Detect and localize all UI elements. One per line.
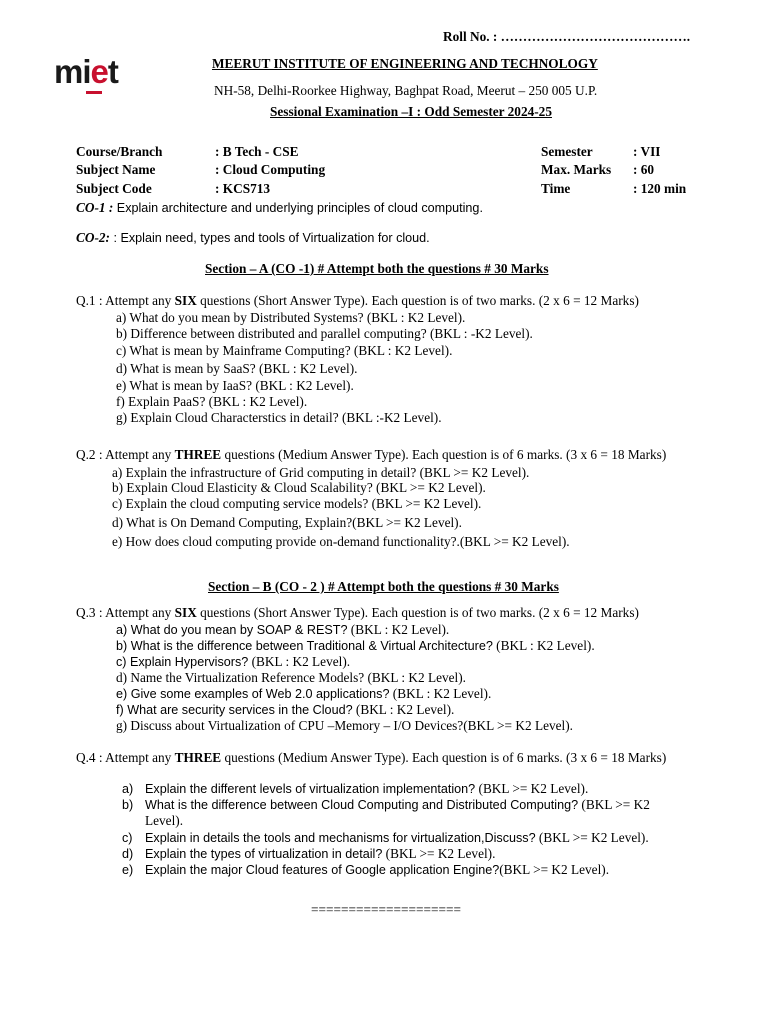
q4-item-e-text: Explain the major Cloud features of Google application Engine? (145, 863, 500, 877)
q3-item-e-level: (BKL : K2 Level). (389, 686, 492, 701)
q1-item-e: e) What is mean by IaaS? (BKL : K2 Level). (116, 378, 354, 393)
q4-pre: Q.4 : Attempt any (76, 750, 175, 765)
q4-item-d (122, 846, 495, 862)
q1-item-c: c) What is mean by Mainframe Computing? (BKL : K2 Level). (116, 343, 453, 358)
q1-heading (76, 293, 639, 309)
co2-text: : Explain need, types and tools of Virtualization for cloud. (109, 231, 430, 245)
q4-item-c (122, 830, 649, 846)
q4-item-d-level: (BKL >= K2 Level). (382, 846, 496, 861)
code-label: Subject Code (76, 181, 152, 196)
logo-underline (86, 91, 102, 94)
semester-label: Semester (541, 144, 593, 159)
q4-item-b-level: (BKL >= K2 (578, 797, 650, 812)
q3-item-f-level: (BKL : K2 Level). (352, 702, 455, 717)
q3-item-a (116, 622, 449, 638)
time-label: Time (541, 181, 571, 196)
roll-number: Roll No. : ……………………………………. (443, 29, 691, 44)
time-value: : 120 min (633, 181, 687, 196)
q1-item-a: a) What do you mean by Distributed Systems? (BKL : K2 Level). (116, 310, 466, 325)
institute-logo (54, 52, 120, 96)
q4-item-b-marker: b) (122, 798, 134, 812)
q3-item-f-text: f) What are security services in the Cloud? (116, 703, 353, 717)
q3-item-b (116, 638, 595, 654)
q4-item-c-text: Explain in details the tools and mechanisms for virtualization,Discuss? (145, 831, 536, 845)
q4-item-e-marker: e) (122, 863, 134, 877)
q1-item-g: g) Explain Cloud Characterstics in detail? (BKL :-K2 Level). (116, 410, 442, 425)
q4-item-a-marker: a) (122, 782, 134, 796)
q1-item-b: b) Difference between distributed and parallel computing? (BKL : -K2 Level). (116, 326, 533, 341)
q3-item-g (116, 718, 573, 734)
co1-line (76, 200, 483, 216)
q2-heading (76, 447, 666, 463)
q1-item-d: d) What is mean by SaaS? (BKL : K2 Level). (116, 361, 358, 376)
exam-title: Sessional Examination –I : Odd Semester 2024-25 (270, 104, 552, 119)
q3-item-g-level: g) Discuss about Virtualization of CPU –Memory – I/O Devices?(BKL >= K2 Level). (116, 718, 573, 733)
logo-text-b: e (90, 53, 108, 90)
q2-pre: Q.2 : Attempt any (76, 447, 175, 462)
q1-post: questions (Short Answer Type). Each question is of two marks. (2 x 6 = 12 Marks) (196, 293, 639, 308)
q3-item-c-text: c) Explain Hypervisors? (116, 655, 249, 669)
q4-item-d-marker: d) (122, 847, 134, 861)
subject-label: Subject Name (76, 162, 156, 177)
q1-pre: Q.1 : Attempt any (76, 293, 175, 308)
q4-post: questions (Medium Answer Type). Each question is of 6 marks. (3 x 6 = 18 Marks) (221, 750, 667, 765)
logo-text-a: mi (54, 53, 91, 90)
co1-text: Explain architecture and underlying principles of cloud computing. (113, 201, 483, 215)
q3-item-b-text: b) What is the difference between Traditional & Virtual Architecture? (116, 639, 493, 653)
q3-item-b-level: (BKL : K2 Level). (492, 638, 595, 653)
q1-item-f: f) Explain PaaS? (BKL : K2 Level). (116, 394, 308, 409)
q2-item-a: a) Explain the infrastructure of Grid computing in detail? (BKL >= K2 Level). (112, 465, 530, 480)
q4-heading (76, 750, 666, 766)
co2-line (76, 230, 430, 246)
q4-item-c-level: (BKL >= K2 Level). (535, 830, 649, 845)
q1-bold: SIX (174, 293, 197, 308)
q4-item-d-text: Explain the types of virtualization in detail? (145, 847, 383, 861)
co1-label: CO-1 : (76, 200, 114, 215)
q3-heading (76, 605, 639, 621)
q2-item-e: e) How does cloud computing provide on-demand functionality?.(BKL >= K2 Level). (112, 534, 570, 549)
q4-bold: THREE (174, 750, 222, 765)
footer-rule: ==================== (311, 902, 461, 917)
q3-bold: SIX (174, 605, 197, 620)
marks-value: : 60 (633, 162, 655, 177)
q2-item-b: b) Explain Cloud Elasticity & Cloud Scalability? (BKL >= K2 Level). (112, 480, 486, 495)
q3-post: questions (Short Answer Type). Each question is of two marks. (2 x 6 = 12 Marks) (196, 605, 639, 620)
q3-item-e (116, 686, 491, 702)
q3-item-d (116, 670, 466, 686)
course-value: : B Tech - CSE (215, 144, 299, 159)
section-a-title: Section – A (CO -1) # Attempt both the questions # 30 Marks (205, 261, 549, 276)
q4-item-b (122, 797, 650, 813)
q4-item-a-text: Explain the different levels of virtualization implementation? (145, 782, 476, 796)
q2-item-d: d) What is On Demand Computing, Explain?(BKL >= K2 Level). (112, 515, 462, 530)
logo-text-c: t (107, 53, 118, 90)
q3-item-d-level: d) Name the Virtualization Reference Models? (BKL : K2 Level). (116, 670, 466, 685)
q4-item-b-text: What is the difference between Cloud Computing and Distributed Computing? (145, 798, 579, 812)
q3-pre: Q.3 : Attempt any (76, 605, 175, 620)
institute-name: MEERUT INSTITUTE OF ENGINEERING AND TECHNOLOGY (212, 56, 598, 71)
q3-item-a-text: a) What do you mean by SOAP & REST? (116, 623, 348, 637)
co2-label: CO-2: (76, 230, 110, 245)
q2-item-c: c) Explain the cloud computing service models? (BKL >= K2 Level). (112, 496, 482, 511)
q4-item-a-level: (BKL >= K2 Level). (475, 781, 589, 796)
course-label: Course/Branch (76, 144, 163, 159)
code-value: : KCS713 (215, 181, 271, 196)
q4-item-c-marker: c) (122, 831, 133, 845)
marks-label: Max. Marks (541, 162, 612, 177)
q3-item-a-level: (BKL : K2 Level). (347, 622, 450, 637)
q2-bold: THREE (174, 447, 222, 462)
q4-item-a (122, 781, 588, 797)
q4-item-e (122, 862, 609, 878)
q4-item-b-cont-level: Level). (145, 813, 184, 828)
semester-value: : VII (633, 144, 661, 159)
q3-item-c (116, 654, 350, 670)
q4-item-e-level: (BKL >= K2 Level). (499, 862, 610, 877)
subject-value: : Cloud Computing (215, 162, 326, 177)
q2-post: questions (Medium Answer Type). Each question is of 6 marks. (3 x 6 = 18 Marks) (221, 447, 667, 462)
institute-address: NH-58, Delhi-Roorkee Highway, Baghpat Road, Meerut – 250 005 U.P. (214, 83, 598, 98)
q4-item-b-cont (145, 813, 183, 829)
q3-item-c-level: (BKL : K2 Level). (248, 654, 351, 669)
q3-item-e-text: e) Give some examples of Web 2.0 applications? (116, 687, 390, 701)
q3-item-f (116, 702, 454, 718)
section-b-title: Section – B (CO - 2 ) # Attempt both the questions # 30 Marks (208, 579, 559, 594)
